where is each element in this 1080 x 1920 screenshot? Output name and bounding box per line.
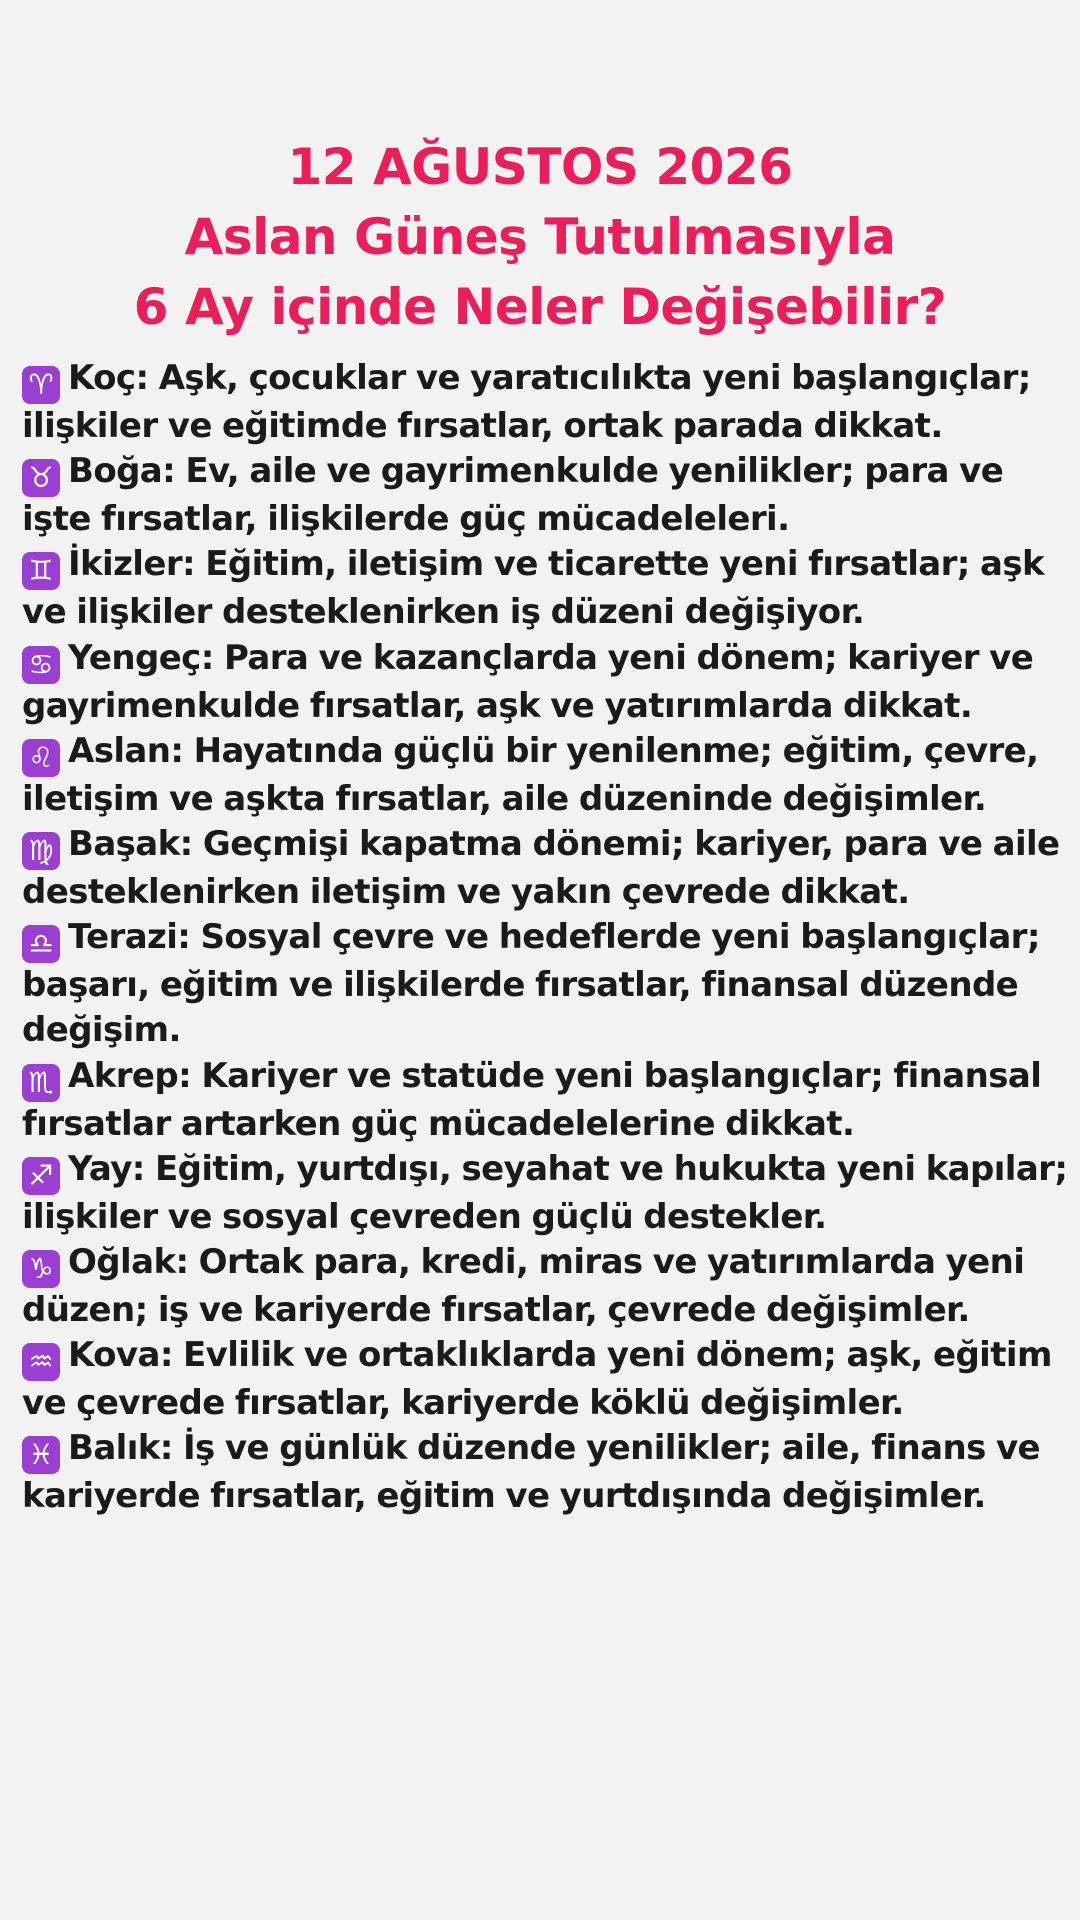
list-item-capricorn (22, 1240, 1068, 1333)
list-item-aries (22, 356, 1068, 449)
title-question: 6 Ay içinde Neler Değişebilir? (133, 278, 947, 336)
title-date: 12 AĞUSTOS 2026 (287, 138, 793, 196)
list-item-taurus (22, 449, 1068, 542)
list-item-scorpio (22, 1054, 1068, 1147)
sign-text: Terazi: Sosyal çevre ve hedeflerde yeni başlangıçlar; başarı, eğitim ve ilişkilerde fırsatlar, finansal düzende değişim. (22, 917, 1040, 1051)
sign-text: Başak: Geçmişi kapatma dönemi; kariyer, para ve aile desteklenirken iletişim ve yakın çevrede dikkat. (22, 824, 1060, 913)
pisces-icon: ♓ (22, 1436, 60, 1474)
sign-text: Oğlak: Ortak para, kredi, miras ve yatırımlarda yeni düzen; iş ve kariyerde fırsatlar, çevrede değişimler. (22, 1242, 1025, 1331)
sign-text: Aslan: Hayatında güçlü bir yenilenme; eğitim, çevre, iletişim ve aşkta fırsatlar, aile düzeninde değişimler. (22, 730, 1039, 819)
list-item-sagittarius (22, 1147, 1068, 1240)
title-event: Aslan Güneş Tutulmasıyla (184, 208, 896, 266)
sign-text: Akrep: Kariyer ve statüde yeni başlangıçlar; finansal fırsatlar artarken güç mücadelelerine dikkat. (22, 1055, 1042, 1144)
list-item-leo (22, 729, 1068, 822)
libra-icon: ♎ (22, 925, 60, 963)
sign-text: Koç: Aşk, çocuklar ve yaratıcılıkta yeni başlangıçlar; ilişkiler ve eğitimde fırsatlar, ortak parada dikkat. (22, 358, 1031, 446)
list-item-virgo (22, 822, 1068, 915)
sagittarius-icon: ♐ (22, 1157, 60, 1195)
page-title (0, 132, 1080, 342)
scorpio-icon: ♏ (22, 1064, 60, 1102)
list-item-aquarius (22, 1333, 1068, 1426)
sign-text: Yay: Eğitim, yurtdışı, seyahat ve hukukta yeni kapılar; ilişkiler ve sosyal çevreden güçlü destekler. (22, 1148, 1068, 1237)
gemini-icon: ♊ (22, 552, 60, 590)
sign-text: İkizler: Eğitim, iletişim ve ticarette yeni fırsatlar; aşk ve ilişkiler desteklenirken iş düzeni değişiyor. (22, 544, 1045, 633)
cancer-icon: ♋ (22, 646, 60, 684)
aquarius-icon: ♒ (22, 1343, 60, 1381)
list-item-cancer (22, 636, 1068, 729)
virgo-icon: ♍ (22, 832, 60, 870)
sign-text: Boğa: Ev, aile ve gayrimenkulde yenilikler; para ve işte fırsatlar, ilişkilerde güç mücadeleleri. (22, 451, 1004, 540)
sign-text: Kova: Evlilik ve ortaklıklarda yeni dönem; aşk, eğitim ve çevrede fırsatlar, kariyerde köklü değişimler. (22, 1335, 1052, 1424)
sign-text: Balık: İş ve günlük düzende yenilikler; aile, finans ve kariyerde fırsatlar, eğitim ve yurtdışında değişimler. (22, 1428, 1040, 1517)
list-item-pisces (22, 1426, 1068, 1519)
aries-icon: ♈ (22, 366, 60, 404)
list-item-libra (22, 915, 1068, 1053)
capricorn-icon: ♑ (22, 1250, 60, 1288)
list-item-gemini (22, 542, 1068, 635)
sign-list (22, 356, 1068, 1520)
taurus-icon: ♉ (22, 459, 60, 497)
sign-text: Yengeç: Para ve kazançlarda yeni dönem; kariyer ve gayrimenkulde fırsatlar, aşk ve yatırımlarda dikkat. (22, 637, 1034, 726)
leo-icon: ♌ (22, 739, 60, 777)
